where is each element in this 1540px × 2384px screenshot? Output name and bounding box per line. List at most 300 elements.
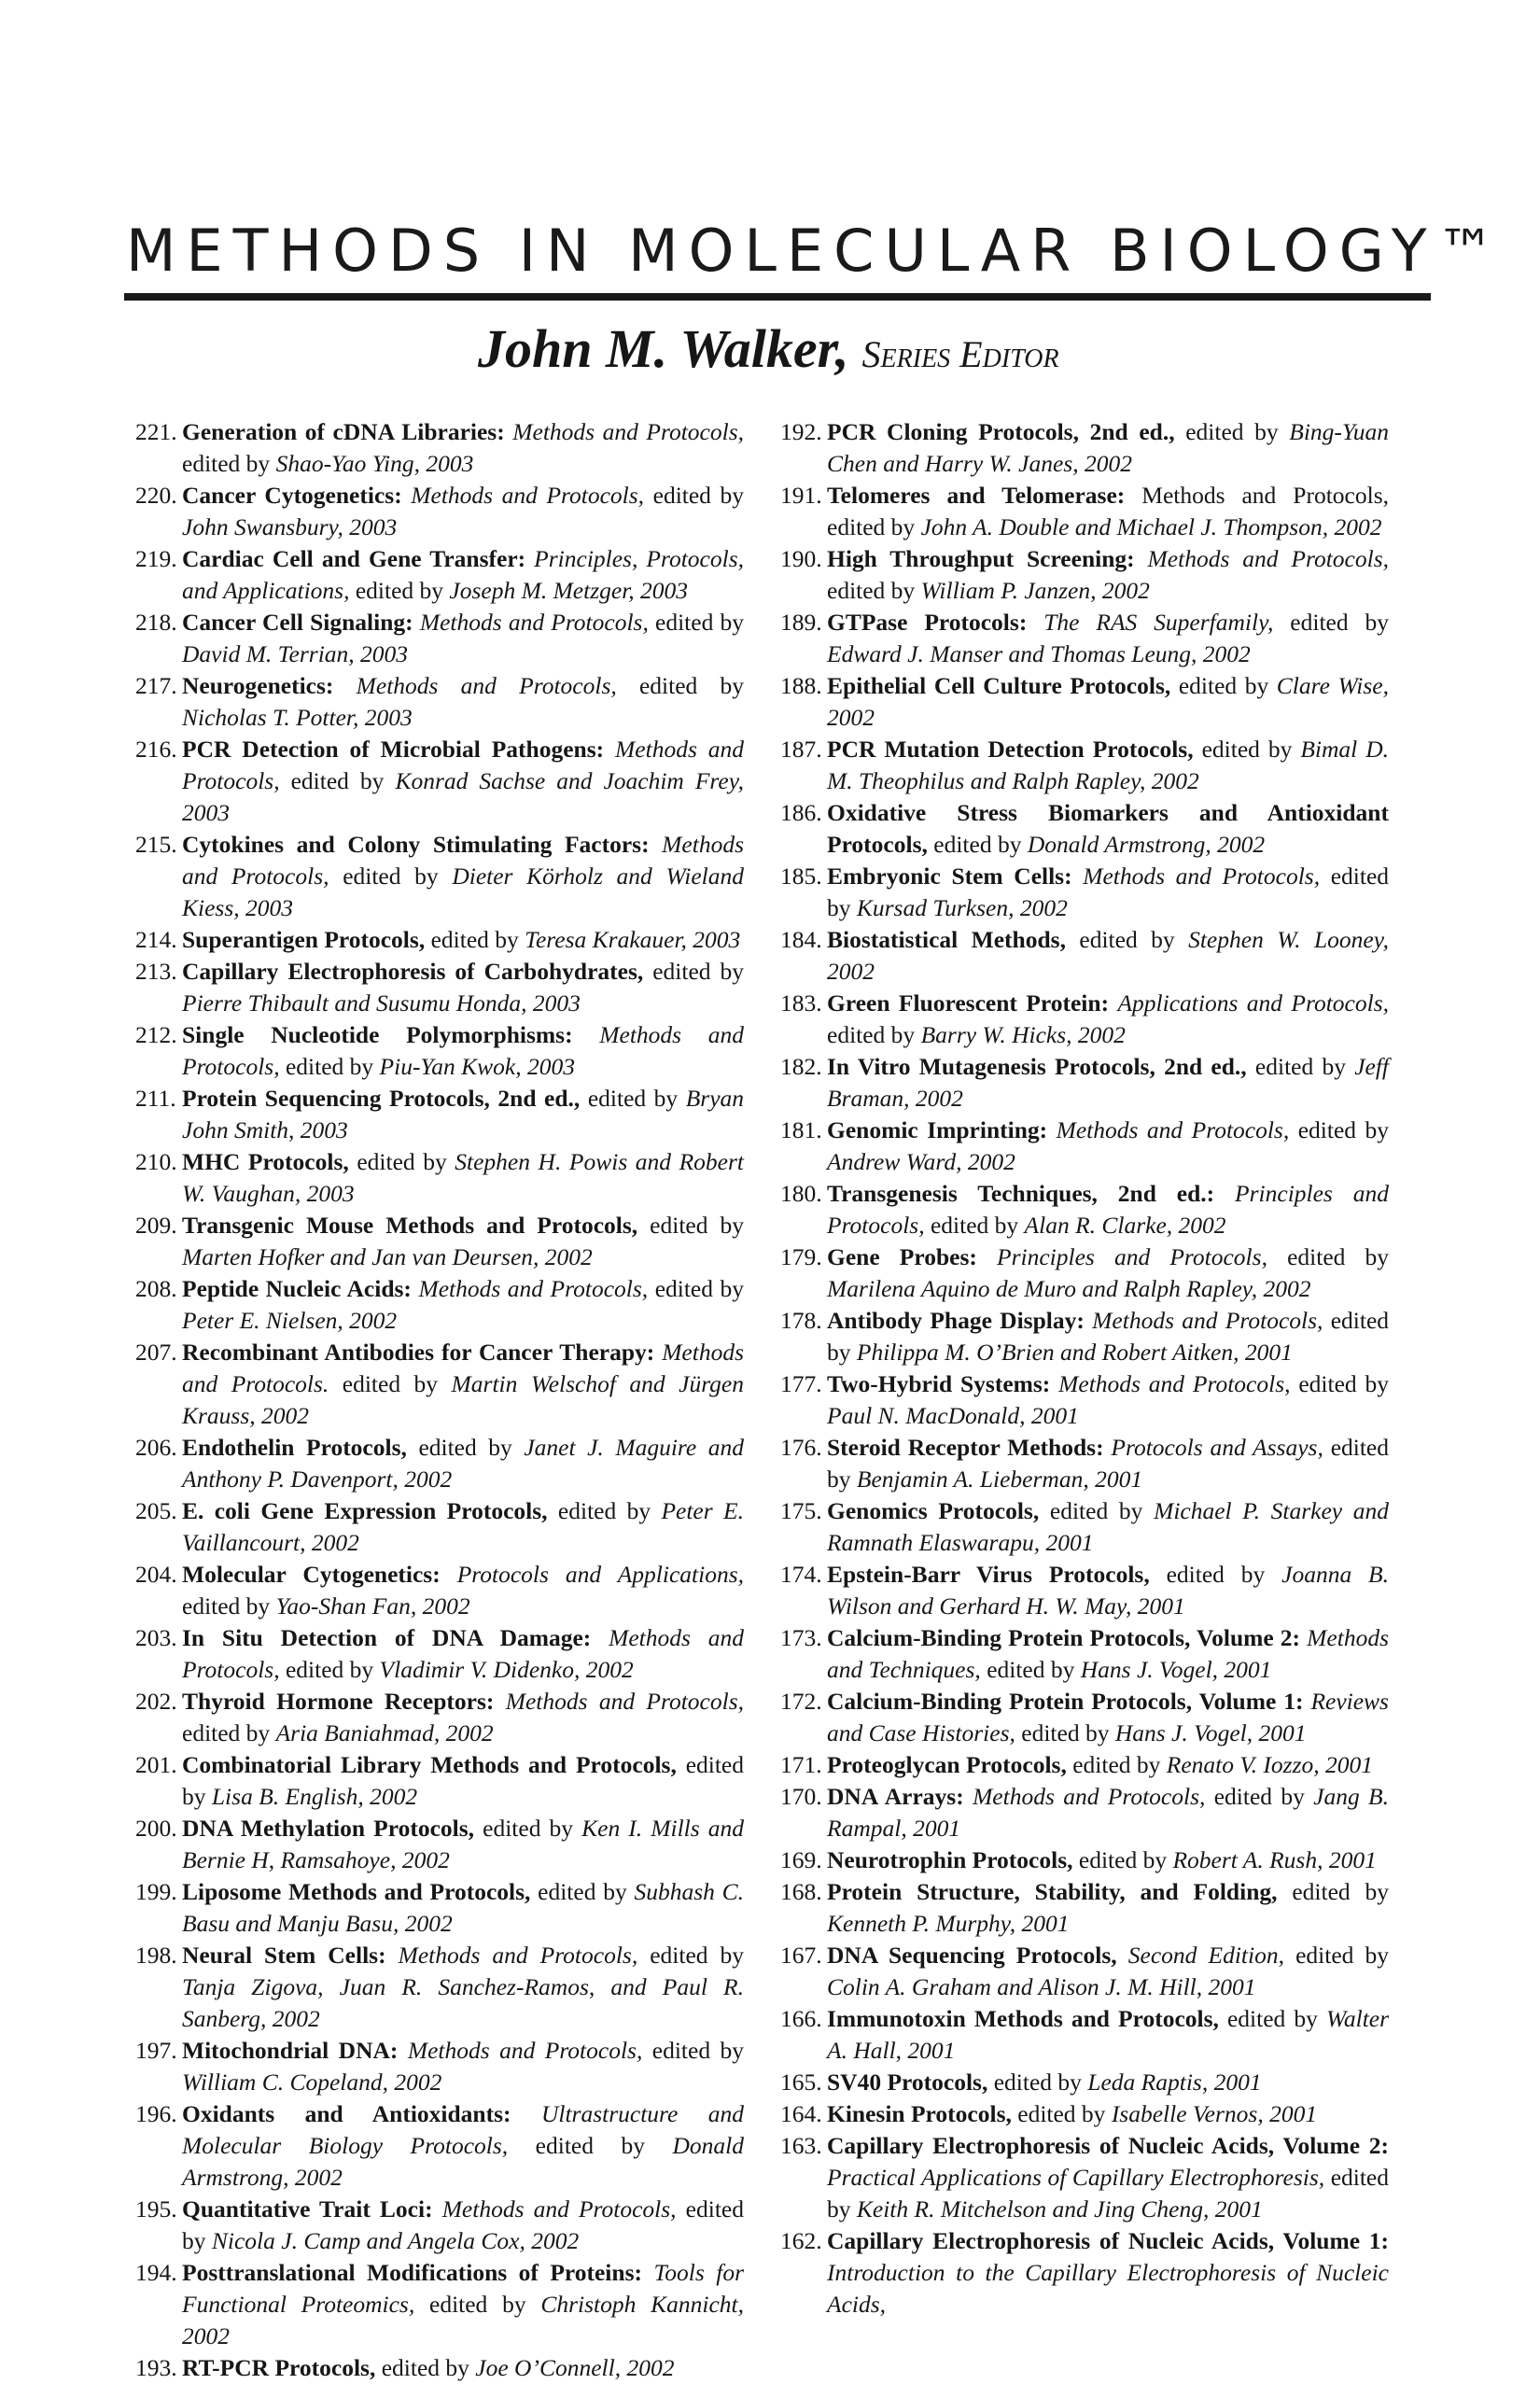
volume-title: SV40 Protocols, (827, 2068, 988, 2096)
volume-number: 166. (780, 2005, 822, 2032)
volume-number: 191. (780, 482, 822, 509)
volume-editors: Donald Armstrong, 2002 (182, 2132, 745, 2191)
volume-number: 203. (135, 1624, 177, 1651)
volume-number: 208. (135, 1275, 177, 1302)
volume-subtitle: Methods and Techniques, (827, 1624, 1389, 1683)
volume-editors: Lisa B. English, 2002 (211, 1783, 418, 1810)
volume-editors: Joe O’Connell, 2002 (475, 2354, 675, 2381)
volume-editors: Nicholas T. Potter, 2003 (182, 704, 413, 731)
list-item (780, 1622, 1389, 1686)
volume-title: RT-PCR Protocols, (182, 2354, 376, 2381)
volume-editors: Joseph M. Metzger, 2003 (449, 577, 689, 604)
list-item (135, 1686, 744, 1749)
volume-subtitle: Methods and Protocols, (1083, 862, 1321, 890)
volume-title: Protein Sequencing Protocols, 2nd ed., (182, 1085, 581, 1112)
volume-title: Capillary Electrophoresis of Nucleic Acids, Volume 2: (827, 2132, 1389, 2159)
edited-by-label: edited by (1254, 1053, 1346, 1080)
volume-title: DNA Arrays: (827, 1783, 964, 1810)
volume-subtitle: Principles and Protocols, (827, 1180, 1389, 1239)
volume-editors: Martin Welschof and Jürgen Krauss, 2002 (182, 1370, 745, 1429)
volume-number: 194. (135, 2259, 177, 2286)
volume-subtitle: Introduction to the Capillary Electrophoresis of Nucleic Acids, (827, 2259, 1389, 2318)
list-item (780, 924, 1389, 988)
volume-editors: Teresa Krakauer, 2003 (525, 926, 741, 953)
edited-by-label: edited by (1292, 1878, 1389, 1905)
volume-title: Thyroid Hormone Receptors: (182, 1688, 495, 1715)
volume-number: 199. (135, 1878, 177, 1905)
volume-title: Molecular Cytogenetics: (182, 1561, 441, 1588)
edited-by-label: edited by (1201, 736, 1293, 763)
list-item (135, 956, 744, 1019)
list-item (135, 1337, 744, 1432)
volume-title: Mitochondrial DNA: (182, 2037, 399, 2064)
volume-number: 175. (780, 1497, 822, 1524)
volume-number: 169. (780, 1846, 822, 1873)
volume-number: 215. (135, 831, 177, 858)
volume-title: Cardiac Cell and Gene Transfer: (182, 545, 526, 572)
list-item (780, 1432, 1389, 1495)
volume-editors: Joanna B. Wilson and Gerhard H. W. May, 2001 (827, 1561, 1390, 1620)
volume-title: GTPase Protocols: (827, 609, 1028, 636)
edited-by-label: edited by (342, 1370, 439, 1397)
volume-number: 180. (780, 1180, 822, 1207)
list-item (780, 2067, 1389, 2098)
volume-editors: Barry W. Hicks, 2002 (920, 1021, 1126, 1048)
volume-number: 182. (780, 1053, 822, 1080)
volume-subtitle: Methods and Protocols, (505, 1688, 744, 1715)
list-item (780, 1844, 1389, 1876)
volume-title: Epstein-Barr Virus Protocols, (827, 1561, 1150, 1588)
volume-number: 163. (780, 2132, 822, 2159)
edited-by-label: edited by (343, 862, 439, 890)
volume-title: Capillary Electrophoresis of Nucleic Acids, Volume 1: (827, 2227, 1389, 2254)
volume-number: 184. (780, 926, 822, 953)
volume-number: 164. (780, 2100, 822, 2127)
list-item (780, 416, 1389, 480)
edited-by-label: edited by (182, 2195, 744, 2254)
volume-editors: Peter E. Vaillancourt, 2002 (182, 1497, 744, 1556)
volume-number: 167. (780, 1942, 822, 1969)
edited-by-label: edited by (827, 1021, 916, 1048)
list-item (780, 1559, 1389, 1622)
volume-number: 205. (135, 1497, 177, 1524)
volume-editors: Bryan John Smith, 2003 (182, 1085, 745, 1143)
volume-subtitle: Methods and Protocols, (356, 672, 617, 699)
volume-editors: Marten Hofker and Jan van Deursen, 2002 (182, 1243, 593, 1270)
volume-editors: Donald Armstrong, 2002 (1027, 831, 1266, 858)
edited-by-label: edited by (652, 482, 744, 509)
edited-by-label: edited by (290, 767, 385, 794)
volume-editors: Ken I. Mills and Bernie H, Ramsahoye, 2002 (182, 1815, 745, 1873)
edited-by-label: edited by (1079, 926, 1175, 953)
volume-editors: Dieter Körholz and Wieland Kiess, 2003 (182, 862, 745, 921)
edited-by-label: edited by (355, 577, 444, 604)
volume-subtitle: Methods and Protocols, (419, 609, 649, 636)
volume-title: DNA Sequencing Protocols, (827, 1942, 1117, 1969)
volume-subtitle: Second Edition, (1127, 1942, 1284, 1969)
volume-subtitle: Applications and Protocols, (1117, 989, 1390, 1017)
list-item (135, 1813, 744, 1876)
volume-number: 196. (135, 2100, 177, 2127)
volume-editors: John A. Double and Michael J. Thompson, 2002 (920, 513, 1382, 540)
volume-editors: Stephen W. Looney, 2002 (827, 926, 1389, 985)
volume-editors: Alan R. Clarke, 2002 (1024, 1212, 1226, 1239)
volume-title: Recombinant Antibodies for Cancer Therapy: (182, 1339, 655, 1366)
edited-by-label: edited by (1295, 1942, 1390, 1969)
volume-editors: Konrad Sachse and Joachim Frey, 2003 (182, 767, 745, 826)
volume-editors: Janet J. Maguire and Anthony P. Davenport, 2002 (182, 1434, 745, 1493)
volume-title: Antibody Phage Display: (827, 1307, 1085, 1334)
list-item (135, 2352, 744, 2384)
list-item (780, 1495, 1389, 1559)
list-item (780, 1368, 1389, 1432)
list-item (780, 1178, 1389, 1241)
series-title: METHODS IN MOLECULAR BIOLOGY™ (126, 217, 1505, 285)
list-item (135, 670, 744, 734)
list-item (780, 1876, 1389, 1940)
volume-title: In Vitro Mutagenesis Protocols, 2nd ed., (827, 1053, 1247, 1080)
list-item (780, 1115, 1389, 1178)
volume-editors: Andrew Ward, 2002 (827, 1148, 1015, 1175)
list-item (780, 1686, 1389, 1749)
volume-number: 178. (780, 1307, 822, 1334)
volume-editors: David M. Terrian, 2003 (182, 640, 409, 667)
volume-editors: Hans J. Vogel, 2001 (1080, 1656, 1272, 1683)
volume-subtitle: Methods and Protocols, (407, 2037, 643, 2064)
volume-title: Oxidants and Antioxidants: (182, 2100, 511, 2127)
list-item (135, 1940, 744, 2035)
volume-title: Gene Probes: (827, 1243, 977, 1270)
volume-number: 211. (135, 1085, 176, 1112)
list-item (780, 1781, 1389, 1844)
volume-subtitle: Practical Applications of Capillary Electrophoresis, (827, 2164, 1325, 2191)
edited-by-label: edited by (1297, 1116, 1389, 1143)
volume-title: Combinatorial Library Methods and Protocols, (182, 1751, 677, 1778)
volume-title: Posttranslational Modifications of Proteins: (182, 2259, 642, 2286)
volume-editors: Walter A. Hall, 2001 (827, 2005, 1390, 2064)
volume-editors: Nicola J. Camp and Angela Cox, 2002 (211, 2227, 580, 2254)
volume-subtitle: Methods and Protocols, (441, 2195, 677, 2223)
volume-editors: Peter E. Nielsen, 2002 (182, 1307, 398, 1334)
volume-editors: Paul N. MacDonald, 2001 (827, 1402, 1079, 1429)
edited-by-label: edited by (1213, 1783, 1305, 1810)
edited-by-label: edited by (930, 1212, 1019, 1239)
volume-number: 213. (135, 958, 177, 985)
list-item (780, 1749, 1389, 1781)
series-editor (478, 318, 1059, 379)
edited-by-label: edited by (418, 1434, 512, 1461)
volume-editors: Edward J. Manser and Thomas Leung, 2002 (827, 640, 1251, 667)
volume-editors: Bimal D. M. Theophilus and Ralph Rapley, 2002 (827, 736, 1390, 794)
volume-number: 212. (135, 1021, 177, 1048)
volume-number: 207. (135, 1339, 177, 1366)
volume-number: 183. (780, 989, 822, 1017)
volume-title: Genomics Protocols, (827, 1497, 1040, 1524)
volume-number: 220. (135, 482, 177, 509)
editor-role: Series Editor (861, 333, 1059, 375)
volume-number: 217. (135, 672, 177, 699)
volume-title: Two-Hybrid Systems: (827, 1370, 1051, 1397)
volume-number: 202. (135, 1688, 177, 1715)
list-item (780, 607, 1389, 670)
volume-title: Embryonic Stem Cells: (827, 862, 1072, 890)
volume-number: 210. (135, 1148, 177, 1175)
volume-number: 198. (135, 1942, 177, 1969)
list-item (135, 543, 744, 607)
volume-editors: Shao-Yao Ying, 2003 (275, 450, 474, 477)
volume-subtitle: Methods and Protocols, (182, 1624, 745, 1683)
edited-by-label: edited by (652, 958, 744, 985)
volume-subtitle: Methods and Protocols, (1056, 1116, 1290, 1143)
edited-by-label: edited by (650, 1212, 744, 1239)
edited-by-label: edited by (1021, 1719, 1110, 1746)
volume-editors: Benjamin A. Lieberman, 2001 (856, 1465, 1143, 1493)
volume-editors: Marilena Aquino de Muro and Ralph Rapley, 2002 (827, 1275, 1311, 1302)
volume-number: 185. (780, 862, 822, 890)
volume-editors: John Swansbury, 2003 (182, 513, 398, 540)
volume-title: Transgenesis Techniques, 2nd ed.: (827, 1180, 1215, 1207)
list-item (135, 2098, 744, 2194)
volume-subtitle: Methods and Protocols, (182, 1021, 745, 1080)
edited-by-label: Methods and Protocols, edited by (827, 482, 1389, 540)
edited-by-label: edited by (535, 2132, 645, 2159)
edited-by-label: edited by (182, 1592, 271, 1620)
volume-subtitle: Protocols and Applications, (456, 1561, 744, 1588)
volume-title: Neural Stem Cells: (182, 1942, 386, 1969)
volume-subtitle: Methods and Protocols, (512, 418, 744, 445)
list-item (135, 1083, 744, 1146)
volume-editors: Isabelle Vernos, 2001 (1111, 2100, 1318, 2127)
volume-editors: Tanja Zigova, Juan R. Sanchez-Ramos, and Paul R. Sanberg, 2002 (182, 1973, 744, 2032)
right-column (780, 416, 1389, 2321)
list-item (780, 1241, 1389, 1305)
volume-number: 201. (135, 1751, 177, 1778)
volume-title: Calcium-Binding Protein Protocols, Volume 2: (827, 1624, 1301, 1651)
list-item (135, 1495, 744, 1559)
volume-number: 221. (135, 418, 177, 445)
edited-by-label: edited by (1078, 1846, 1168, 1873)
volume-number: 173. (780, 1624, 822, 1651)
header-rule (124, 293, 1431, 301)
edited-by-label: edited by (538, 1878, 627, 1905)
volume-editors: Michael P. Starkey and Ramnath Elaswarapu, 2001 (827, 1497, 1390, 1556)
volume-editors: Colin A. Graham and Alison J. M. Hill, 2001 (827, 1973, 1256, 2000)
list-item (135, 2194, 744, 2257)
volume-editors: Aria Baniahmad, 2002 (275, 1719, 494, 1746)
edited-by-label: edited by (182, 1719, 271, 1746)
list-item (135, 1749, 744, 1813)
edited-by-label: edited by (654, 1275, 745, 1302)
volume-number: 197. (135, 2037, 177, 2064)
volume-number: 216. (135, 736, 177, 763)
volume-editors: Jang B. Rampal, 2001 (827, 1783, 1390, 1842)
edited-by-label: edited by (827, 577, 916, 604)
volume-number: 188. (780, 672, 822, 699)
list-item (780, 2098, 1389, 2130)
volume-number: 181. (780, 1116, 822, 1143)
volume-title: Peptide Nucleic Acids: (182, 1275, 412, 1302)
edited-by-label: edited by (1290, 609, 1390, 636)
volume-title: Steroid Receptor Methods: (827, 1434, 1104, 1461)
volume-subtitle: Principles, Protocols, and Applications, (182, 545, 744, 604)
volume-number: 189. (780, 609, 822, 636)
edited-by-label: edited by (1166, 1561, 1266, 1588)
edited-by-label: edited by (1298, 1370, 1389, 1397)
volume-number: 195. (135, 2195, 177, 2223)
volume-number: 177. (780, 1370, 822, 1397)
list-item (135, 607, 744, 670)
volume-title: Superantigen Protocols, (182, 926, 426, 953)
volume-title: Neurotrophin Protocols, (827, 1846, 1073, 1873)
volume-title: Liposome Methods and Protocols, (182, 1878, 531, 1905)
volume-title: Single Nucleotide Polymorphisms: (182, 1021, 573, 1048)
volume-number: 171. (780, 1751, 822, 1778)
volume-editors: Hans J. Vogel, 2001 (1114, 1719, 1307, 1746)
list-item (135, 1559, 744, 1622)
volume-number: 200. (135, 1815, 177, 1842)
list-item (135, 1146, 744, 1210)
list-item (780, 734, 1389, 797)
volume-subtitle: Methods and Protocols, (411, 482, 645, 509)
edited-by-label: edited by (993, 2068, 1082, 2096)
edited-by-label: edited by (933, 831, 1022, 858)
volume-title: Telomeres and Telomerase: (827, 482, 1126, 509)
list-item (135, 2035, 744, 2098)
volume-number: 172. (780, 1688, 822, 1715)
edited-by-label: edited by (1178, 672, 1269, 699)
volume-editors: Subhash C. Basu and Manju Basu, 2002 (182, 1878, 745, 1937)
volume-number: 218. (135, 609, 177, 636)
volume-title: Calcium-Binding Protein Protocols, Volume 1: (827, 1688, 1304, 1715)
volume-number: 192. (780, 418, 822, 445)
volume-editors: Yao-Shan Fan, 2002 (275, 1592, 470, 1620)
volume-subtitle: The RAS Superfamily, (1043, 609, 1274, 636)
volume-number: 186. (780, 799, 822, 826)
volume-editors: Keith R. Mitchelson and Jing Cheng, 2001 (856, 2195, 1263, 2223)
list-item (780, 2003, 1389, 2067)
volume-title: Proteoglycan Protocols, (827, 1751, 1067, 1778)
edited-by-label: edited by (827, 862, 1390, 921)
volume-editors: Renato V. Iozzo, 2001 (1166, 1751, 1374, 1778)
volume-subtitle: Ultrastructure and Molecular Biology Protocols, (182, 2100, 745, 2159)
volume-editors: Kenneth P. Murphy, 2001 (827, 1910, 1070, 1937)
volume-editors: Piu-Yan Kwok, 2003 (379, 1053, 575, 1080)
volume-editors: Jeff Braman, 2002 (827, 1053, 1390, 1112)
volume-subtitle: Methods and Protocols, (182, 831, 744, 890)
list-item (780, 1940, 1389, 2003)
volume-title: Green Fluorescent Protein: (827, 989, 1110, 1017)
volume-editors: Pierre Thibault and Susumu Honda, 2003 (182, 989, 581, 1017)
volume-title: Cytokines and Colony Stimulating Factors: (182, 831, 650, 858)
list-item (135, 1210, 744, 1273)
edited-by-label: edited by (557, 1497, 651, 1524)
list-item (135, 416, 744, 480)
list-item (780, 2130, 1389, 2225)
volume-subtitle: Methods and Protocols, (398, 1942, 638, 1969)
volume-title: E. coli Gene Expression Protocols, (182, 1497, 548, 1524)
volume-subtitle: Methods and Protocols, (1058, 1370, 1291, 1397)
volume-subtitle: Methods and Protocols, (973, 1783, 1206, 1810)
volume-title: Capillary Electrophoresis of Carbohydrates, (182, 958, 644, 985)
volume-number: 179. (780, 1243, 822, 1270)
volume-title: Cancer Cytogenetics: (182, 482, 402, 509)
edited-by-label: edited by (827, 2164, 1389, 2223)
volume-title: Endothelin Protocols, (182, 1434, 407, 1461)
list-item (135, 1622, 744, 1686)
list-item (780, 670, 1389, 734)
volume-number: 193. (135, 2354, 177, 2381)
volume-title: Epithelial Cell Culture Protocols, (827, 672, 1171, 699)
volume-subtitle: Principles and Protocols, (997, 1243, 1267, 1270)
volume-subtitle: Protocols and Assays, (1111, 1434, 1323, 1461)
edited-by-label: edited by (1226, 2005, 1318, 2032)
edited-by-label: edited by (987, 1656, 1075, 1683)
list-item (780, 543, 1389, 607)
edited-by-label: edited by (285, 1656, 374, 1683)
volume-editors: Christoph Kannicht, 2002 (182, 2291, 744, 2349)
volume-subtitle: Methods and Protocols. (182, 1339, 745, 1397)
list-item (135, 1019, 744, 1083)
volume-editors: Philippa M. O’Brien and Robert Aitken, 2001 (856, 1339, 1293, 1366)
volume-title: PCR Cloning Protocols, 2nd ed., (827, 418, 1175, 445)
volume-editors: Bing-Yuan Chen and Harry W. Janes, 2002 (827, 418, 1390, 477)
volume-number: 219. (135, 545, 177, 572)
volume-title: Immunotoxin Methods and Protocols, (827, 2005, 1219, 2032)
volume-title: Genomic Imprinting: (827, 1116, 1048, 1143)
volume-number: 209. (135, 1212, 177, 1239)
volume-title: In Situ Detection of DNA Damage: (182, 1624, 592, 1651)
volume-subtitle: Methods and Protocols, (418, 1275, 649, 1302)
list-item (780, 797, 1389, 861)
edited-by-label: edited by (1049, 1497, 1143, 1524)
volume-title: High Throughput Screening: (827, 545, 1135, 572)
volume-editors: Clare Wise, 2002 (827, 672, 1389, 731)
edited-by-label: edited by (650, 1942, 744, 1969)
volume-number: 206. (135, 1434, 177, 1461)
volume-editors: Leda Raptis, 2001 (1087, 2068, 1262, 2096)
volume-number: 165. (780, 2068, 822, 2096)
volume-editors: Kursad Turksen, 2002 (856, 894, 1068, 921)
volume-title: Neurogenetics: (182, 672, 334, 699)
volume-title: Biostatistical Methods, (827, 926, 1066, 953)
edited-by-label: edited by (1287, 1243, 1390, 1270)
volume-editors: Vladimir V. Didenko, 2002 (379, 1656, 634, 1683)
edited-by-label: edited by (182, 450, 271, 477)
list-item (135, 480, 744, 543)
volume-editors: William P. Janzen, 2002 (920, 577, 1150, 604)
volume-number: 174. (780, 1561, 822, 1588)
volume-number: 204. (135, 1561, 177, 1588)
list-item (135, 1876, 744, 1940)
volume-title: Cancer Cell Signaling: (182, 609, 413, 636)
list-item (780, 1305, 1389, 1368)
edited-by-label: edited by (827, 1434, 1389, 1493)
volume-number: 214. (135, 926, 177, 953)
edited-by-label: edited by (483, 1815, 574, 1842)
volume-number: 190. (780, 545, 822, 572)
volume-title: Protein Structure, Stability, and Folding, (827, 1878, 1278, 1905)
volume-editors: Stephen H. Powis and Robert W. Vaughan, 2003 (182, 1148, 745, 1207)
edited-by-label: edited by (357, 1148, 447, 1175)
edited-by-label: edited by (381, 2354, 469, 2381)
list-item (135, 1273, 744, 1337)
list-item (135, 734, 744, 829)
list-item (135, 829, 744, 924)
list-item (135, 924, 744, 956)
volume-editors: William C. Copeland, 2002 (182, 2068, 442, 2096)
left-column (135, 416, 744, 2384)
edited-by-label: edited by (429, 2291, 526, 2318)
